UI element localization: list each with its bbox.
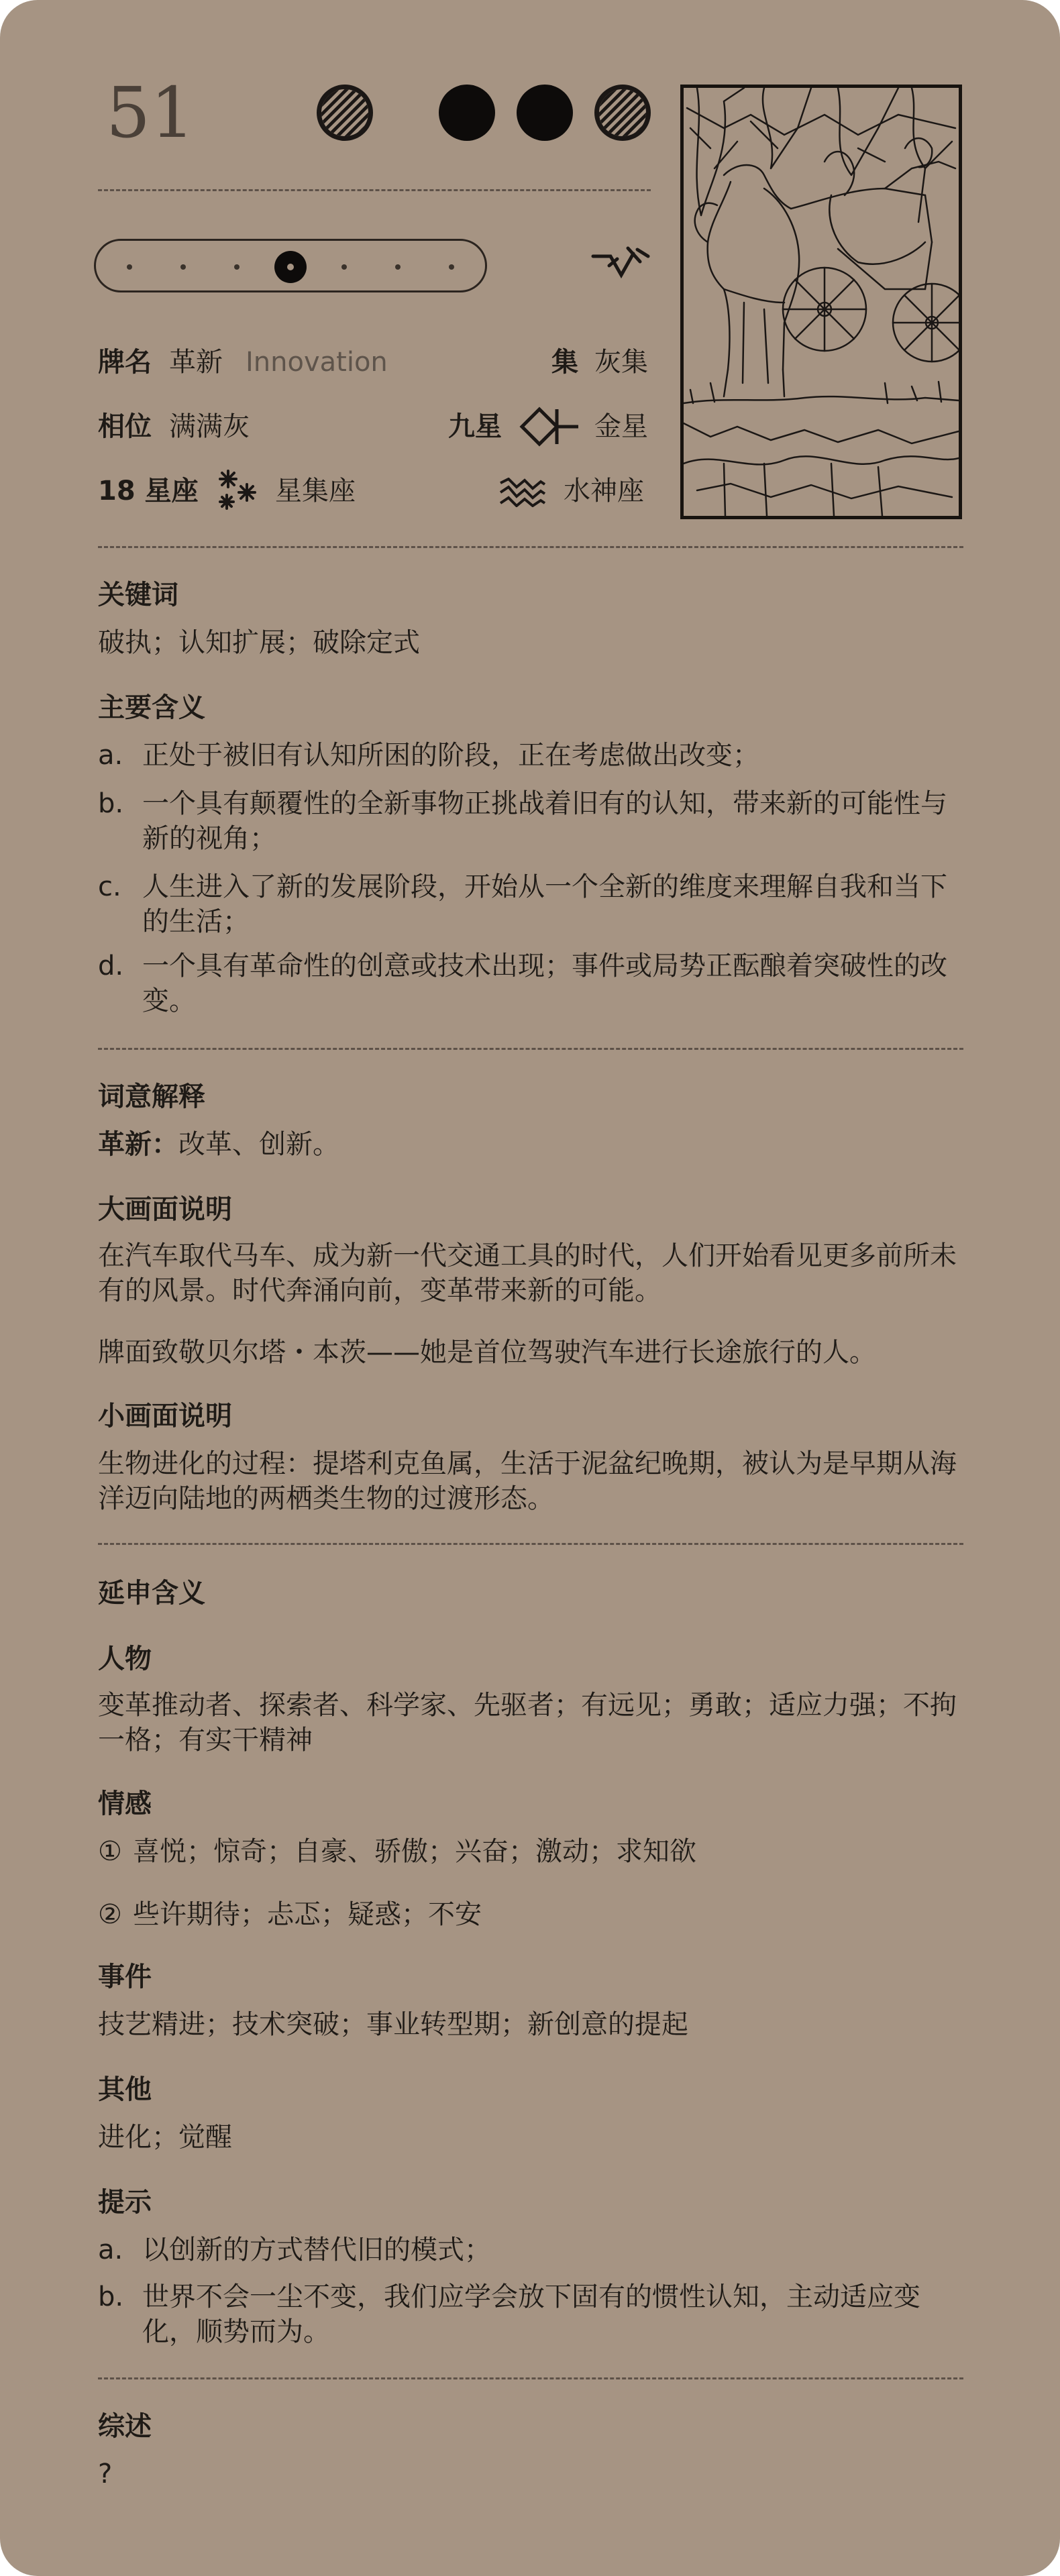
word-meaning-definition: 改革、创新。 (178, 1129, 339, 1160)
word-meaning-title: 词意解释 (98, 1081, 205, 1112)
word-meaning-text (98, 1127, 963, 1162)
slider-tick (180, 264, 186, 270)
list-marker: b. (98, 2282, 124, 2312)
phase-dot-hatched (317, 85, 373, 141)
tips-item (98, 2279, 963, 2349)
list-marker: ① (98, 1836, 122, 1867)
phase-slider[interactable] (94, 239, 487, 292)
keywords-text: 破执；认知扩展；破除定式 (98, 627, 420, 658)
list-marker: b. (98, 788, 124, 819)
card-artwork (680, 85, 962, 519)
hatch-pattern (321, 89, 368, 136)
big-picture-paragraph: 牌面致敬贝尔塔・本茨——她是首位驾驶汽车进行长途旅行的人。 (98, 1337, 876, 1368)
phase-dot-solid (439, 85, 495, 141)
divider (98, 2377, 963, 2379)
card-number: 51 (106, 72, 195, 154)
list-item-text: 些许期待；忐忑；疑惑；不安 (133, 1899, 482, 1930)
constellation-value: 星集座 (275, 476, 356, 506)
main-meaning-item (98, 949, 963, 1018)
divider (98, 546, 963, 548)
divider (98, 189, 651, 191)
list-marker: a. (98, 740, 123, 771)
list-marker: c. (98, 871, 121, 902)
wing-sigil-icon (590, 246, 652, 283)
diamond-cross-icon (518, 405, 582, 448)
divider (98, 1048, 963, 1050)
list-item-text: 正处于被旧有认知所困的阶段，正在考虑做出改变； (142, 740, 759, 771)
people-text: 变革推动者、探索者、科学家、先驱者；有远见；勇敢；适应力强；不拘一格；有实干精神 (98, 1690, 957, 1756)
other-text: 进化；觉醒 (98, 2122, 232, 2153)
list-item-text: 人生进入了新的发展阶段，开始从一个全新的维度来理解自我和当下的生活； (142, 871, 947, 937)
main-meaning-item (98, 786, 963, 856)
big-picture-paragraph: 在汽车取代马车、成为新一代交通工具的时代，人们开始看见更多前所未有的风景。时代奔涌向前，变革带来新的可能。 (98, 1240, 957, 1306)
list-marker: a. (98, 2235, 123, 2265)
list-item-text: 一个具有革命性的创意或技术出现；事件或局势正酝酿着突破性的改变。 (142, 951, 947, 1016)
emotion-title: 情感 (98, 1788, 152, 1819)
set-label: 集 (551, 347, 578, 378)
people-title: 人物 (98, 1644, 152, 1674)
tips-title: 提示 (98, 2187, 152, 2218)
slider-tick (234, 264, 240, 270)
aquarius-icon (498, 478, 547, 507)
phase-dot-hatched (594, 85, 651, 141)
hatch-pattern (599, 89, 646, 136)
list-item-text: 世界不会一尘不变，我们应学会放下固有的惯性认知，主动适应变化，顺势而为。 (142, 2282, 920, 2347)
divider (98, 1543, 963, 1545)
small-picture-text: 生物进化的过程：提塔利克鱼属，生活于泥盆纪晚期，被认为是早期从海洋迈向陆地的两栖类生物的过渡形态。 (98, 1448, 957, 1514)
phase-value: 满满灰 (169, 411, 250, 442)
tips-item (98, 2233, 963, 2267)
small-picture-title: 小画面说明 (98, 1401, 232, 1432)
summary-title: 综述 (98, 2411, 152, 2442)
list-item-text: 以创新的方式替代旧的模式； (142, 2235, 491, 2265)
star-cluster-icon (213, 467, 260, 514)
summary-text: ? (98, 2459, 113, 2489)
name-label: 牌名 (98, 347, 152, 378)
main-meaning-item (98, 738, 963, 773)
main-meaning-title: 主要含义 (98, 692, 205, 723)
nine-star-value: 金星 (594, 411, 648, 442)
list-item-text: 喜悦；惊奇；自豪、骄傲；兴奋；激动；求知欲 (133, 1836, 696, 1867)
slider-tick (449, 264, 454, 270)
big-picture-title: 大画面说明 (98, 1194, 232, 1225)
zodiac-value: 水神座 (564, 476, 644, 506)
word-meaning-term: 革新： (98, 1129, 178, 1160)
slider-tick (341, 264, 347, 270)
list-marker: ② (98, 1899, 122, 1930)
list-marker: d. (98, 951, 124, 981)
emotion-item (98, 1834, 963, 1869)
other-title: 其他 (98, 2074, 152, 2105)
horse-carriage-engraving (684, 88, 959, 516)
slider-tick (127, 264, 132, 270)
phase-dot-solid (517, 85, 573, 141)
slider-tick (395, 264, 401, 270)
constellation-label: 18 星座 (98, 476, 199, 506)
name-value: 革新 (169, 347, 223, 378)
name-english: Innovation (246, 347, 388, 378)
events-text: 技艺精进；技术突破；事业转型期；新创意的提起 (98, 2009, 688, 2040)
slider-knob[interactable] (274, 251, 307, 283)
keywords-title: 关键词 (98, 580, 178, 610)
nine-star-label: 九星 (448, 411, 502, 442)
phase-label: 相位 (98, 411, 152, 442)
set-value: 灰集 (594, 347, 648, 378)
events-title: 事件 (98, 1962, 152, 1992)
list-item-text: 一个具有颠覆性的全新事物正挑战着旧有的认知，带来新的可能性与新的视角； (142, 788, 947, 854)
main-meaning-item (98, 869, 963, 939)
emotion-item (98, 1897, 963, 1932)
extended-title: 延申含义 (98, 1578, 205, 1609)
